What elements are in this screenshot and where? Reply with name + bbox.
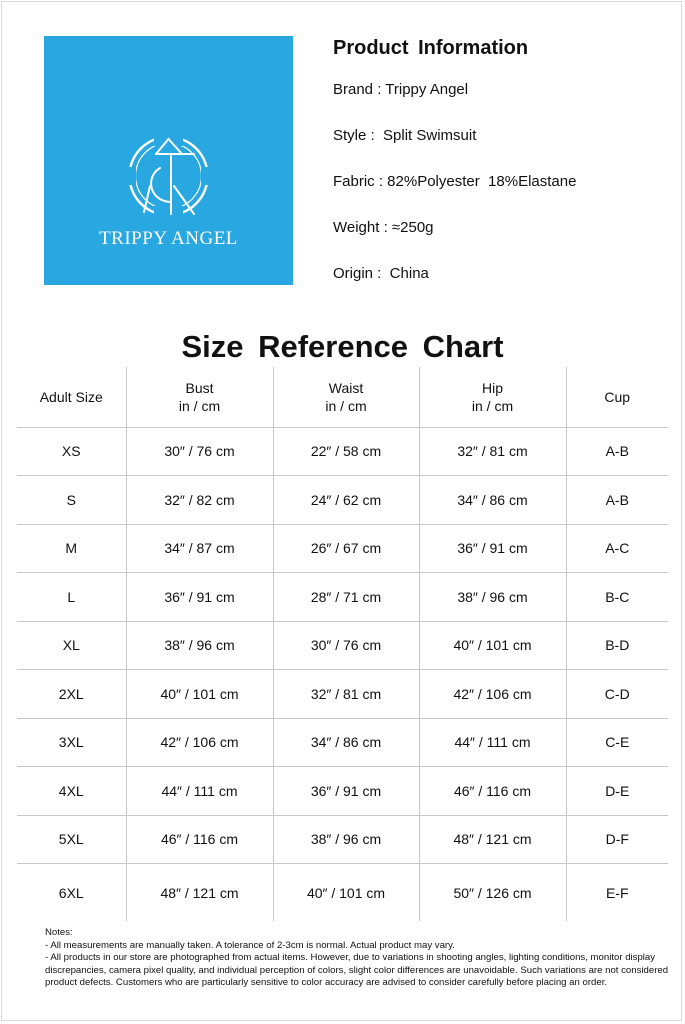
cell-waist: 24″ / 62 cm [273,476,419,525]
cell-cup: D-F [566,815,668,864]
cell-size: 2XL [58,685,84,702]
table-row [17,718,668,767]
cell-hip: 38″ / 96 cm [419,573,566,622]
style-row: Style : Split Swimsuit [333,127,477,144]
table-row [17,767,668,816]
notes [45,927,670,990]
cell-waist: 22″ / 58 cm [273,427,419,476]
table-row [17,670,668,719]
cell-bust: 42″ / 106 cm [126,718,273,767]
cell-size: 3XL [58,734,84,751]
cell-size: XS [61,443,81,460]
cell-bust: 32″ / 82 cm [126,476,273,525]
cell-cup: C-E [566,718,668,767]
product-information [333,36,673,282]
header-adult-size: Adult Size [39,388,103,405]
cell-size: 6XL [58,884,84,901]
cell-cup: B-D [566,621,668,670]
cell-waist: 40″ / 101 cm [273,864,419,922]
note-item: - All products in our store are photographed from actual items. However, due to variations in shooting angles, lighting conditions, monitor display discrepancies, camera pixel quality, and individual perception of colors, slight color differences are unavoidable. Such variations are not considered product defects. Customers who are particularly sensitive to color accuracy are advised to consider carefully before placing an order. [45,952,669,989]
cell-hip: 50″ / 126 cm [419,864,566,922]
cell-hip: 44″ / 111 cm [419,718,566,767]
size-chart-title: Size Reference Chart [181,329,504,364]
cell-hip: 46″ / 116 cm [419,767,566,816]
header-hip: Hip in / cm [419,367,566,427]
cell-bust: 34″ / 87 cm [126,524,273,573]
cell-hip: 40″ / 101 cm [419,621,566,670]
cell-bust: 36″ / 91 cm [126,573,273,622]
cell-hip: 48″ / 121 cm [419,815,566,864]
weight-row: Weight : ≈250g [333,219,434,236]
table-row [17,427,668,476]
brand-row: Brand : Trippy Angel [333,81,469,98]
cell-size: 4XL [58,782,84,799]
cell-hip: 36″ / 91 cm [419,524,566,573]
cell-waist: 26″ / 67 cm [273,524,419,573]
fabric-row: Fabric : 82%Polyester 18%Elastane [333,173,577,190]
note-item: - All measurements are manually taken. A tolerance of 2-3cm is normal. Actual product may vary. [45,939,455,951]
cell-bust: 30″ / 76 cm [126,427,273,476]
cell-cup: E-F [566,864,668,922]
product-info-title: Product Information [333,37,529,59]
table-row [17,815,668,864]
cell-size: XL [62,637,80,654]
table-row [17,524,668,573]
cell-waist: 30″ / 76 cm [273,621,419,670]
cell-size: 5XL [58,831,84,848]
cell-cup: A-B [566,427,668,476]
cell-waist: 34″ / 86 cm [273,718,419,767]
cell-hip: 42″ / 106 cm [419,670,566,719]
cell-cup: A-B [566,476,668,525]
brand-logo [44,36,293,285]
cell-bust: 44″ / 111 cm [126,767,273,816]
table-row [17,573,668,622]
cell-bust: 38″ / 96 cm [126,621,273,670]
cell-cup: C-D [566,670,668,719]
cell-bust: 40″ / 101 cm [126,670,273,719]
cell-size: S [66,491,76,508]
cell-hip: 34″ / 86 cm [419,476,566,525]
table-header-row [17,367,668,427]
cell-cup: A-C [566,524,668,573]
cell-waist: 32″ / 81 cm [273,670,419,719]
cell-waist: 28″ / 71 cm [273,573,419,622]
header-bust: Bust in / cm [126,367,273,427]
cell-cup: B-C [566,573,668,622]
table-row [17,864,668,922]
header-waist: Waist in / cm [273,367,419,427]
cell-bust: 46″ / 116 cm [126,815,273,864]
origin-row: Origin : China [333,265,429,282]
cell-waist: 38″ / 96 cm [273,815,419,864]
cell-hip: 32″ / 81 cm [419,427,566,476]
table-row [17,476,668,525]
notes-heading: Notes: [45,927,73,938]
cell-size: M [65,540,78,557]
header-cup: Cup [566,367,668,427]
cell-waist: 36″ / 91 cm [273,767,419,816]
cell-size: L [67,588,76,605]
brand-wordmark: TRIPPY ANGEL [99,228,238,249]
cell-bust: 48″ / 121 cm [126,864,273,922]
table-row [17,621,668,670]
cell-cup: D-E [566,767,668,816]
size-reference-table [17,367,668,921]
